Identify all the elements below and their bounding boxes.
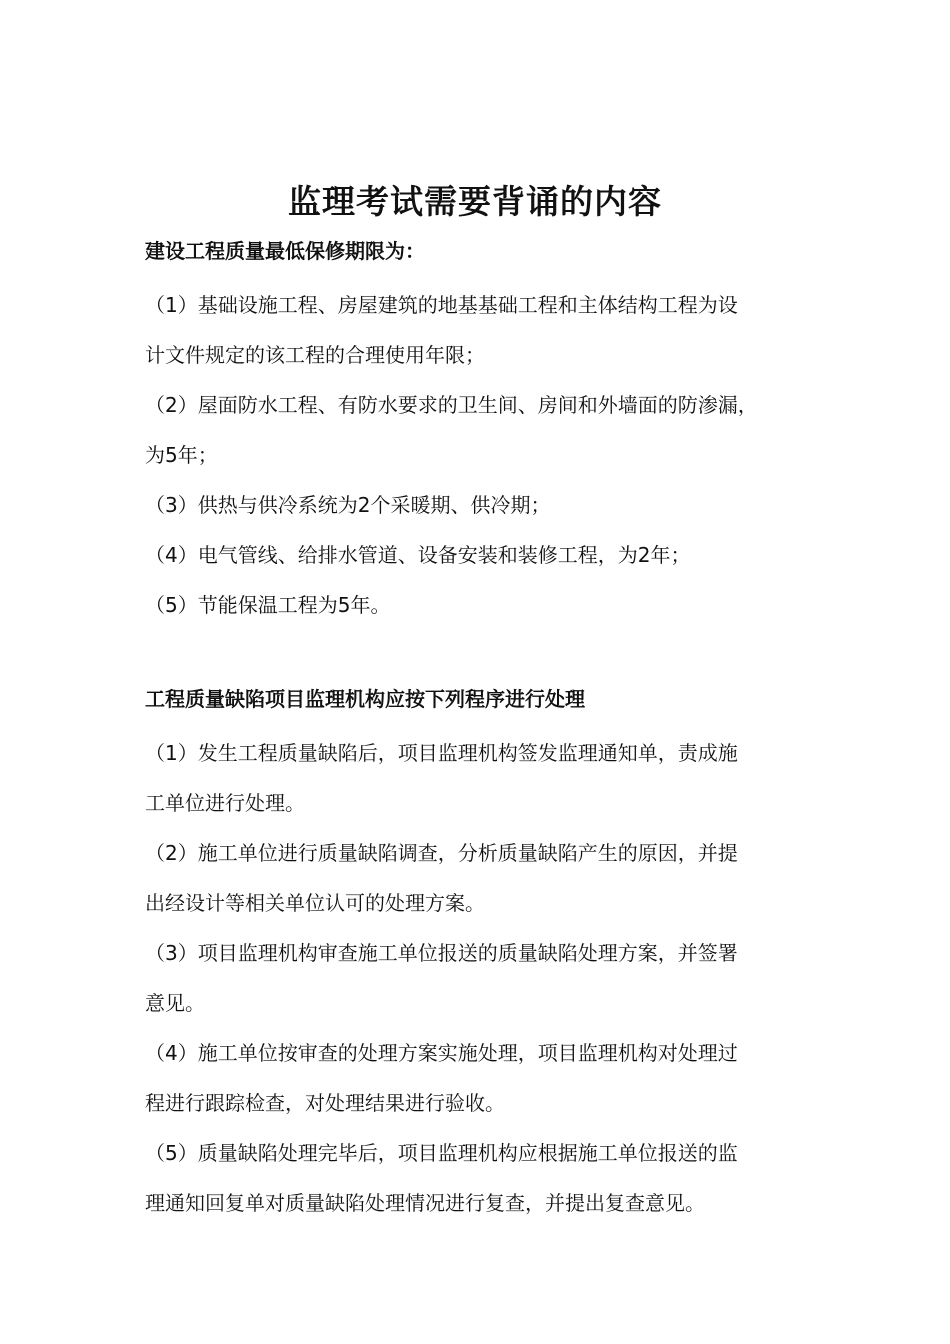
text-line: （2）屋面防水工程、有防水要求的卫生间、房间和外墙面的防渗漏， bbox=[145, 393, 758, 417]
list-item bbox=[145, 928, 845, 1028]
list-item bbox=[145, 828, 845, 928]
document-title: 监理考试需要背诵的内容 bbox=[288, 182, 662, 221]
text-line: （2）施工单位进行质量缺陷调查，分析质量缺陷产生的原因，并提 bbox=[145, 841, 738, 865]
list-item bbox=[145, 1028, 845, 1128]
text-line: 出经设计等相关单位认可的处理方案。 bbox=[145, 891, 485, 915]
list-item bbox=[145, 280, 845, 380]
text-line: 计文件规定的该工程的合理使用年限； bbox=[145, 343, 485, 367]
section-warranty-periods bbox=[145, 230, 845, 630]
section-defect-procedure bbox=[145, 678, 845, 1228]
text-line: （1）发生工程质量缺陷后，项目监理机构签发监理通知单，责成施 bbox=[145, 741, 738, 765]
text-line: 程进行跟踪检查，对处理结果进行验收。 bbox=[145, 1091, 505, 1115]
list-item bbox=[145, 380, 845, 480]
text-line: 意见。 bbox=[145, 991, 205, 1015]
text-line: （4）施工单位按审查的处理方案实施处理，项目监理机构对处理过 bbox=[145, 1041, 738, 1065]
text-line: （3）供热与供冷系统为2个采暖期、供冷期； bbox=[145, 493, 551, 517]
list-item bbox=[145, 1128, 845, 1228]
text-line: （1）基础设施工程、房屋建筑的地基基础工程和主体结构工程为设 bbox=[145, 293, 738, 317]
text-line: 工单位进行处理。 bbox=[145, 791, 305, 815]
text-line: （5）质量缺陷处理完毕后，项目监理机构应根据施工单位报送的监 bbox=[145, 1141, 738, 1165]
text-line: （4）电气管线、给排水管道、设备安装和装修工程，为2年； bbox=[145, 543, 691, 567]
list-item bbox=[145, 480, 845, 530]
text-line: （3）项目监理机构审查施工单位报送的质量缺陷处理方案，并签署 bbox=[145, 941, 738, 965]
section-heading: 工程质量缺陷项目监理机构应按下列程序进行处理 bbox=[145, 687, 585, 711]
text-line: 理通知回复单对质量缺陷处理情况进行复查，并提出复查意见。 bbox=[145, 1191, 705, 1215]
text-line: 为5年； bbox=[145, 443, 218, 467]
section-heading: 建设工程质量最低保修期限为： bbox=[145, 239, 425, 263]
list-item bbox=[145, 530, 845, 580]
list-item bbox=[145, 580, 845, 630]
list-item bbox=[145, 728, 845, 828]
text-line: （5）节能保温工程为5年。 bbox=[145, 593, 391, 617]
